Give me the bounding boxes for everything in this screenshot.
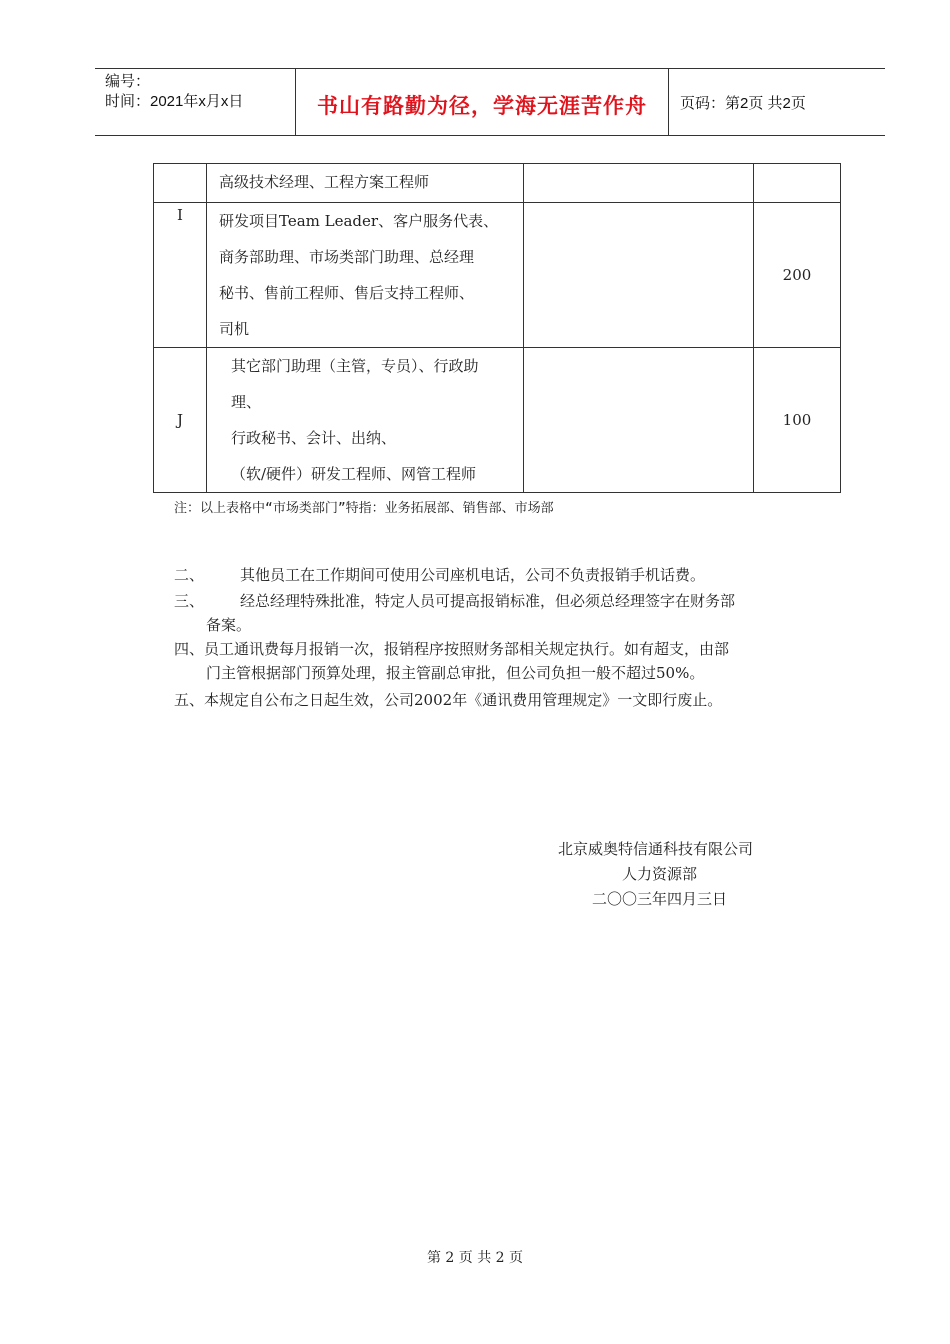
clause-continuation: 门主管根据部门预算处理，报主管副总审批，但公司负担一般不超过50%。 [206, 664, 705, 682]
time-label: 时间：2021年x月x日 [105, 93, 244, 110]
grade-cell: J [154, 348, 207, 493]
extra-cell [524, 348, 754, 493]
header-divider-right [668, 68, 669, 136]
header-meta [105, 72, 243, 112]
signature-date: 二〇〇三年四月三日 [592, 890, 728, 908]
positions-line: 行政秘书、会计、出纳、 [231, 429, 397, 447]
signature-department: 人力资源部 [622, 865, 698, 883]
clause-two [174, 563, 705, 587]
header-motto: 书山有路勤为径，学海无涯苦作舟 [317, 94, 647, 118]
clause-text: 员工通讯费每月报销一次，报销程序按照财务部相关规定执行。如有超支，由部 [204, 640, 730, 658]
clause-five [174, 688, 722, 712]
clause-text: 其他员工在工作期间可使用公司座机电话，公司不负责报销手机话费。 [240, 566, 706, 584]
clause-number: 二、 [174, 566, 205, 584]
positions-line: 高级技术经理、工程方案工程师 [219, 173, 430, 191]
clause-text: 本规定自公布之日起生效，公司2002年《通讯费用管理规定》一文即行废止。 [204, 691, 723, 709]
positions-cell [207, 203, 524, 348]
positions-cell [207, 164, 524, 203]
amount-cell: 100 [754, 348, 841, 493]
extra-cell [524, 203, 754, 348]
clause-number: 五、 [174, 691, 205, 709]
table-row [154, 203, 841, 348]
signature-company: 北京威奥特信通科技有限公司 [558, 840, 754, 858]
header-bottom-rule [95, 135, 885, 136]
clause-continuation: 备案。 [206, 616, 252, 634]
table-row [154, 348, 841, 493]
grade-cell: I [154, 203, 207, 348]
page-footer: 第 2 页 共 2 页 [426, 1250, 524, 1266]
amount-cell [754, 164, 841, 203]
clause-four [174, 637, 729, 685]
header-page-number: 页码：第2页 共2页 [680, 95, 806, 112]
positions-line: 理、 [231, 393, 262, 411]
positions-line: （软/硬件）研发工程师、网管工程师 [231, 465, 477, 483]
clause-text: 经总经理特殊批准，特定人员可提高报销标准，但必须总经理签字在财务部 [240, 592, 736, 610]
positions-line: 秘书、售前工程师、售后支持工程师、 [219, 284, 475, 302]
positions-line: 司机 [219, 320, 250, 338]
positions-line: 商务部助理、市场类部门助理、总经理 [219, 248, 475, 266]
clause-number: 三、 [174, 592, 205, 610]
amount-cell: 200 [754, 203, 841, 348]
extra-cell [524, 164, 754, 203]
positions-line: 其它部门助理（主管，专员）、行政助 [231, 357, 479, 375]
header-top-rule [95, 68, 885, 69]
allowance-table [153, 163, 841, 493]
grade-cell [154, 164, 207, 203]
clause-three [174, 589, 735, 637]
clause-number: 四、 [174, 640, 205, 658]
table-row [154, 164, 841, 203]
serial-label: 编号： [105, 73, 151, 90]
table-note: 注：以上表格中“市场类部门”特指：业务拓展部、销售部、市场部 [174, 501, 554, 516]
positions-cell [207, 348, 524, 493]
positions-line: 研发项目Team Leader、客户服务代表、 [219, 212, 499, 230]
